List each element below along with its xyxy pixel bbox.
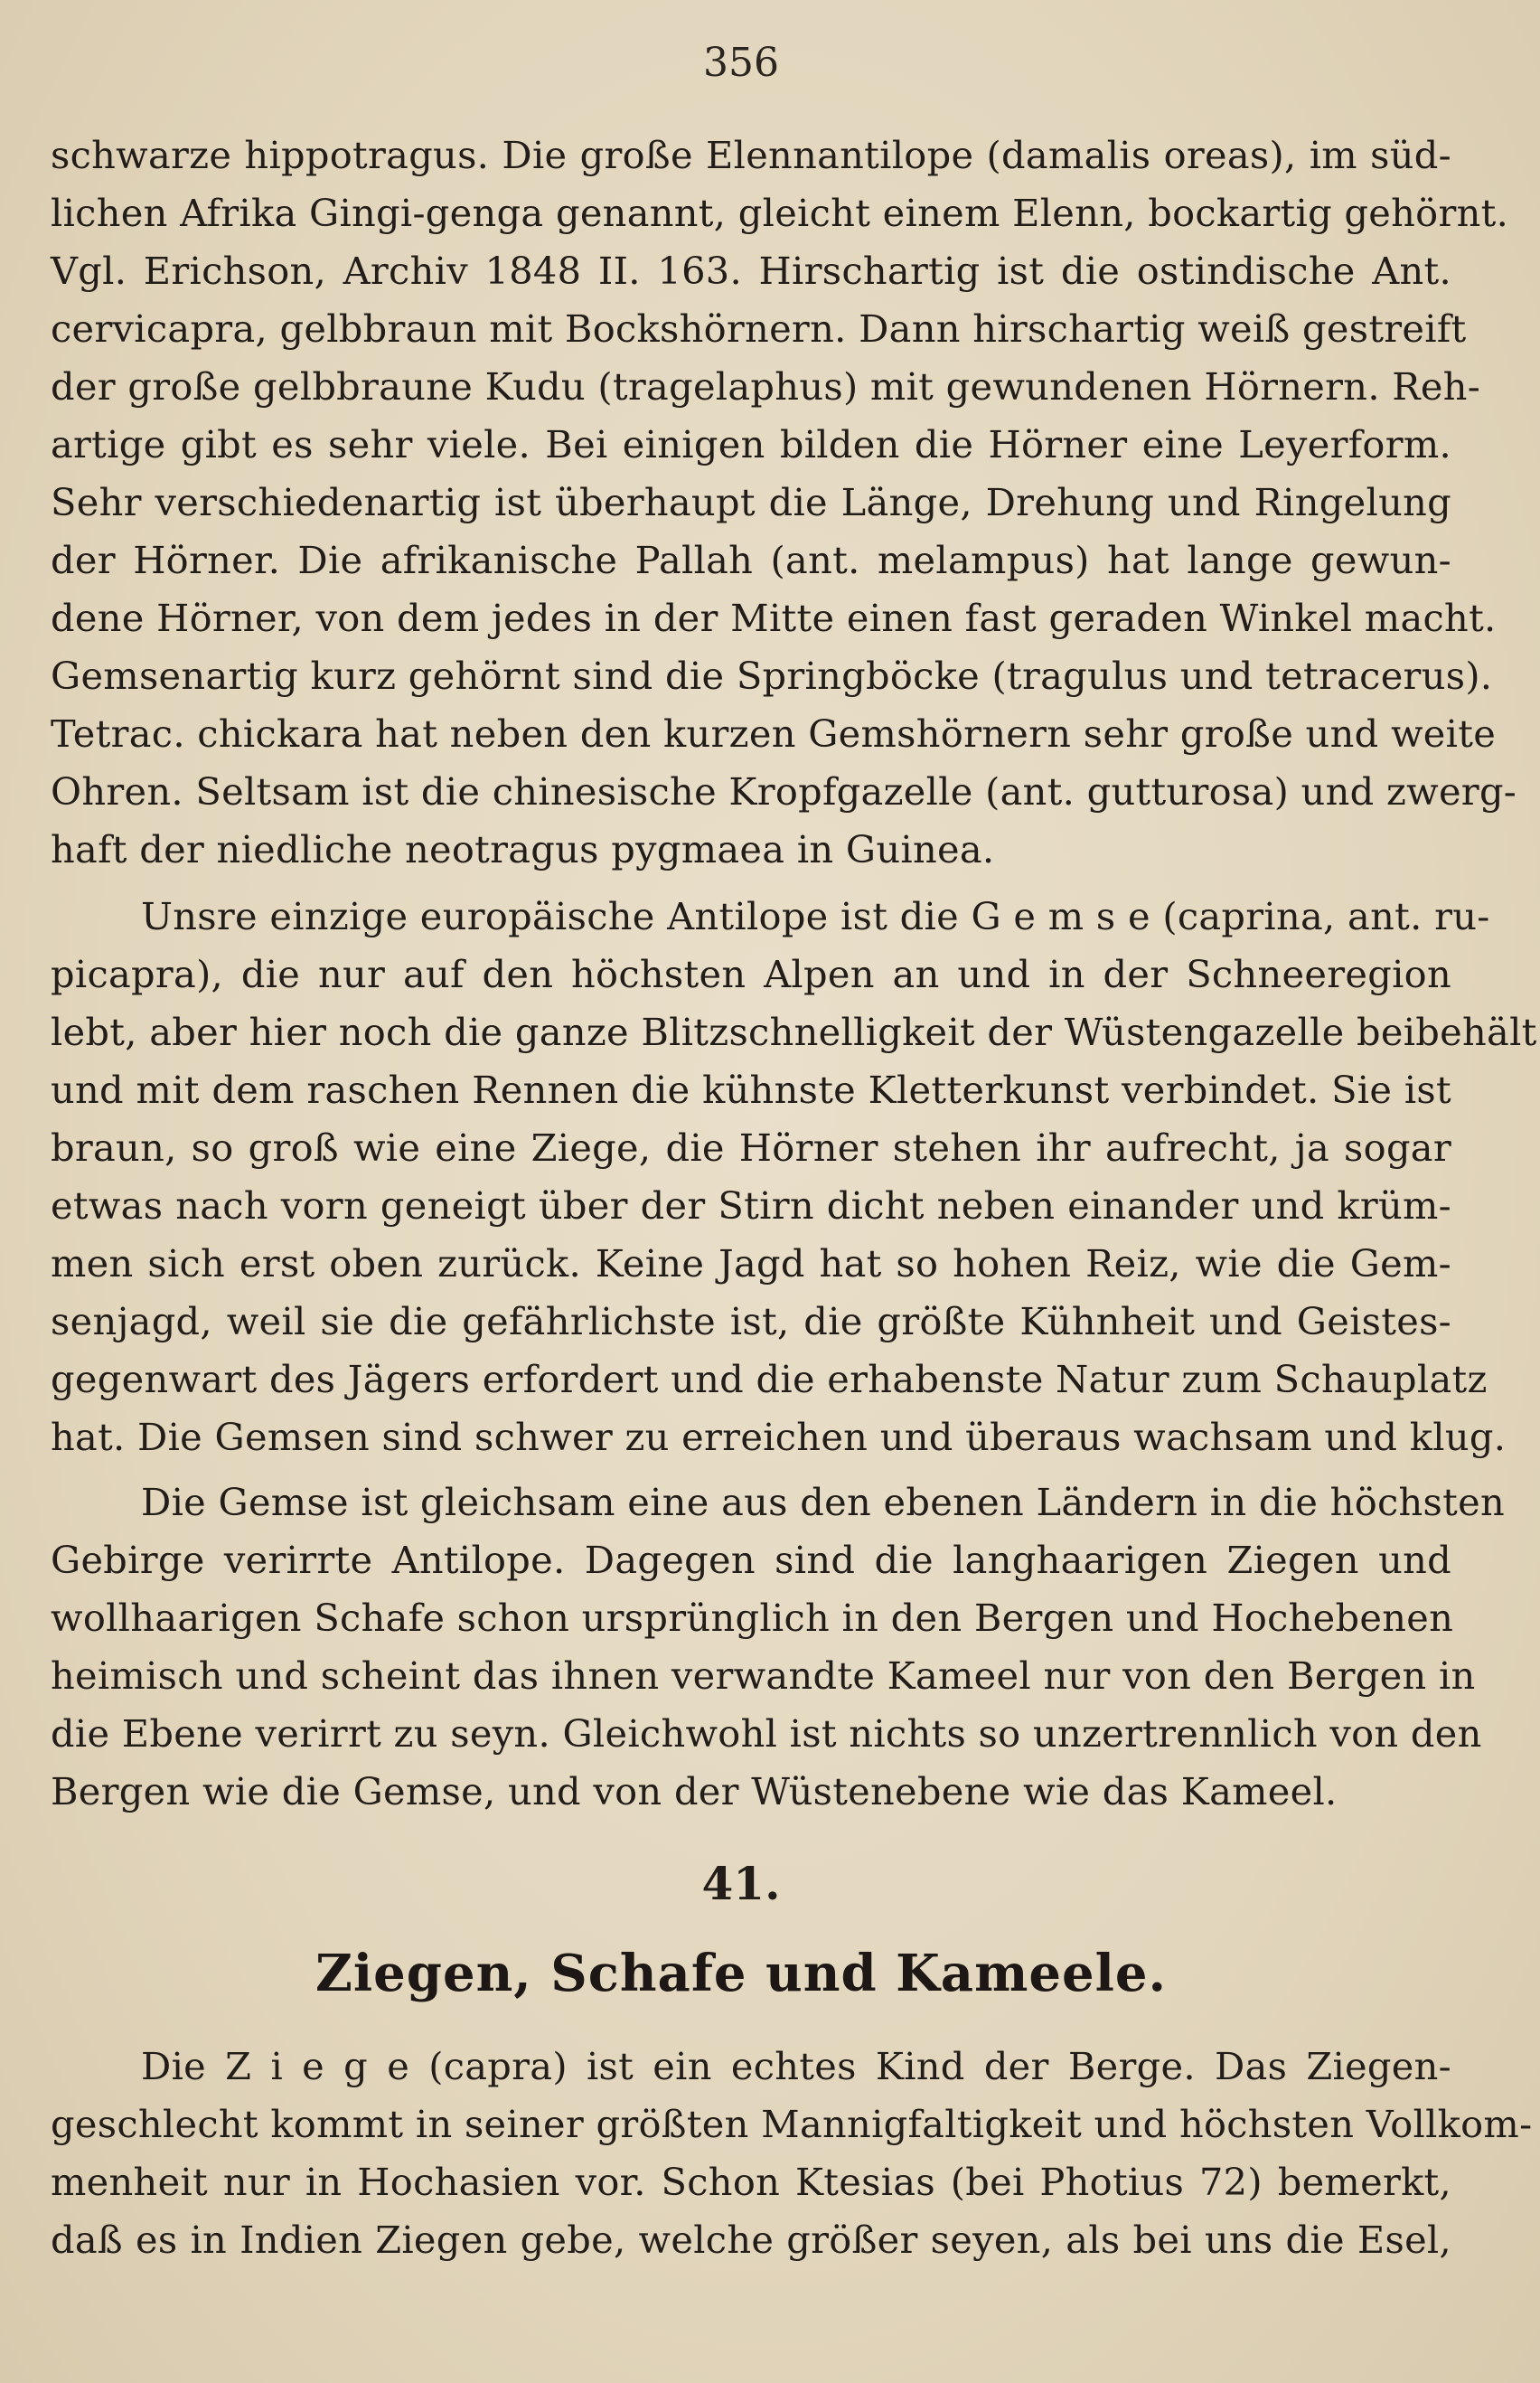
text-line: Gemsenartig kurz gehörnt sind die Springböcke (tragulus und tetracerus). (51, 654, 1493, 698)
text-line: artige gibt es sehr viele. Bei einigen bilden die Hörner eine Leyerform. (51, 422, 1451, 466)
text-line: Vgl. Erichson, Archiv 1848 II. 163. Hirschartig ist die ostindische Ant. (51, 249, 1451, 293)
text-line: wollhaarigen Schafe schon ursprünglich in den Bergen und Hochebenen (51, 1596, 1454, 1640)
text-line: Die Z i e g e (capra) ist ein echtes Kind der Berge. Das Ziegen- (141, 2044, 1451, 2088)
text-line: men sich erst oben zurück. Keine Jagd hat so hohen Reiz, wie die Gem- (51, 1241, 1451, 1286)
text-line: daß es in Indien Ziegen gebe, welche größer seyen, als bei uns die Esel, (51, 2218, 1451, 2262)
text-line: Tetrac. chickara hat neben den kurzen Gemshörnern sehr große und weite (51, 711, 1497, 756)
text-line: hat. Die Gemsen sind schwer zu erreichen und überaus wachsam und klug. (51, 1415, 1507, 1459)
text-line: der große gelbbraune Kudu (tragelaphus) mit gewundenen Hörnern. Reh- (51, 364, 1481, 409)
text-line: senjagd, weil sie die gefährlichste ist, die größte Kühnheit und Geistes- (51, 1299, 1451, 1343)
text-line: menheit nur in Hochasien vor. Schon Ktesias (bei Photius 72) bemerkt, (51, 2160, 1451, 2204)
text-line: dene Hörner, von dem jedes in der Mitte einen fast geraden Winkel macht. (51, 596, 1497, 640)
paragraph-antelopes (51, 127, 1517, 879)
text-line: Unsre einzige europäische Antilope ist die G e m s e (caprina, ant. ru- (141, 894, 1490, 938)
text-line: Bergen wie die Gemse, und von der Wüstenebene wie das Kameel. (51, 1769, 1338, 1813)
text-line: lichen Afrika Gingi-genga genannt, gleicht einem Elenn, bockartig gehörnt. (51, 191, 1509, 235)
text-line: Gebirge verirrte Antilope. Dagegen sind die langhaarigen Ziegen und (51, 1538, 1451, 1582)
text-line: geschlecht kommt in seiner größten Mannigfaltigkeit und höchsten Vollkom- (51, 2102, 1533, 2146)
text-line: schwarze hippotragus. Die große Elennantilope (damalis oreas), im süd- (51, 133, 1451, 177)
text-line: braun, so groß wie eine Ziege, die Hörner stehen ihr aufrecht, ja sogar (51, 1126, 1451, 1170)
paragraph-ziege (51, 2038, 1533, 2269)
text-line: und mit dem raschen Rennen die kühnste Kletterkunst verbindet. Sie ist (51, 1068, 1451, 1112)
section-title: Ziegen, Schafe und Kameele. (315, 1944, 1167, 2003)
text-line: Ohren. Seltsam ist die chinesische Kropfgazelle (ant. gutturosa) und zwerg- (51, 769, 1517, 814)
text-line: lebt, aber hier noch die ganze Blitzschnelligkeit der Wüstengazelle beibehält (51, 1010, 1537, 1054)
text-line: Die Gemse ist gleichsam eine aus den ebenen Ländern in die höchsten (141, 1480, 1506, 1524)
paragraph-gemse (51, 888, 1537, 1466)
section-number: 41. (701, 1857, 781, 1910)
text-line: der Hörner. Die afrikanische Pallah (ant. melampus) hat lange gewun- (51, 538, 1451, 582)
text-line: die Ebene verirrt zu seyn. Gleichwohl ist nichts so unzertrennlich von den (51, 1711, 1482, 1756)
page-number: 356 (703, 40, 779, 86)
text-line: etwas nach vorn geneigt über der Stirn dicht neben einander und krüm- (51, 1183, 1451, 1228)
text-line: haft der niedliche neotragus pygmaea in Guinea. (51, 827, 995, 871)
text-line: cervicapra, gelbbraun mit Bockshörnern. Dann hirschartig weiß gestreift (51, 306, 1467, 351)
text-line: Sehr verschiedenartig ist überhaupt die Länge, Drehung und Ringelung (51, 480, 1451, 524)
paragraph-gebirge (51, 1474, 1506, 1821)
text-line: picapra), die nur auf den höchsten Alpen an und in der Schneeregion (51, 952, 1451, 996)
text-line: heimisch und scheint das ihnen verwandte Kameel nur von den Bergen in (51, 1653, 1476, 1698)
text-line: gegenwart des Jägers erfordert und die erhabenste Natur zum Schauplatz (51, 1357, 1488, 1401)
